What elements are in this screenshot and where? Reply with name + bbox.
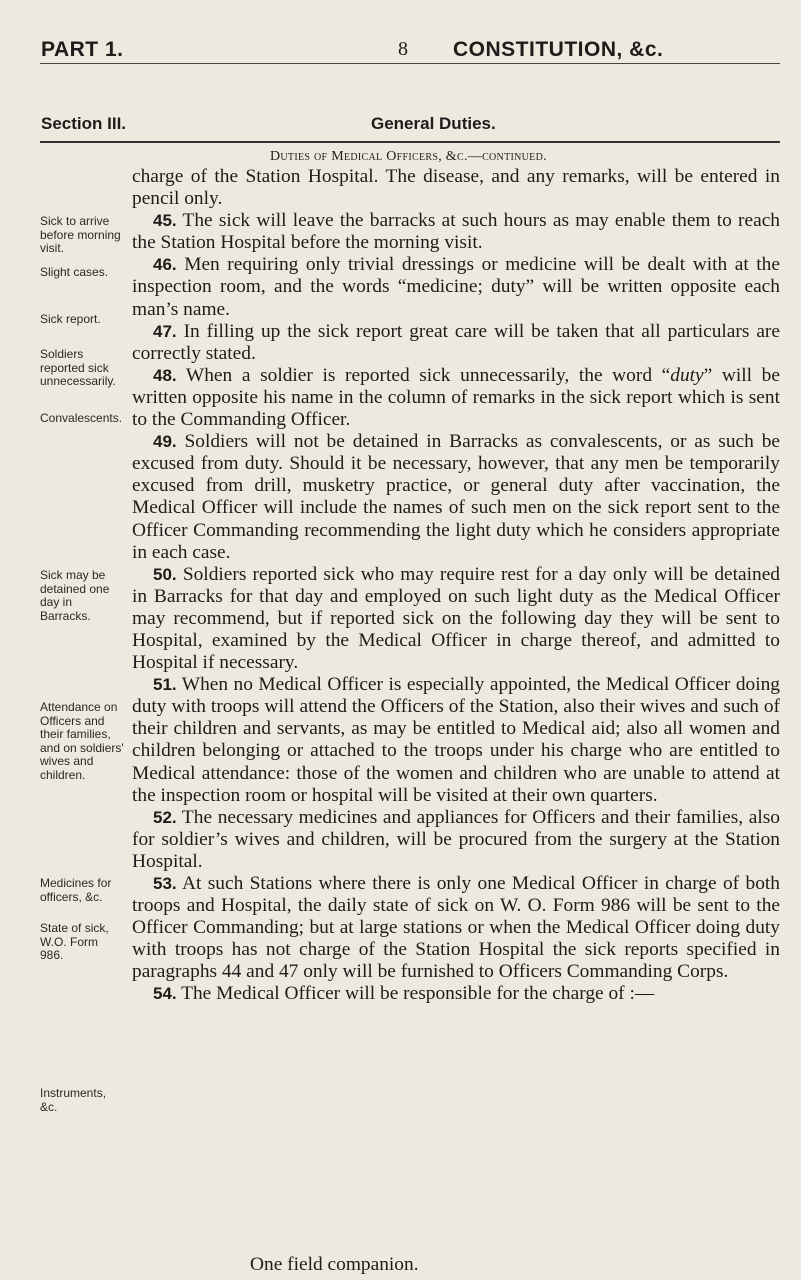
paragraph-50 [132, 564, 780, 674]
section-title: General Duties. [371, 114, 496, 133]
section-label: Section III. [41, 114, 127, 133]
paragraph-number: 53. [153, 874, 177, 893]
paragraph-text: Men requiring only trivial dressings or medicine will be dealt with at the inspection room, and the words “medicine; duty” will be written opposite each man’s name. [132, 254, 780, 320]
section-rule [40, 141, 780, 143]
paragraph-number: 49. [153, 432, 177, 452]
margin-note: Medicines for officers, &c. [40, 876, 112, 904]
running-head: Duties of Medical Officers, &c.—continued. [270, 149, 547, 164]
paragraph-text: The necessary medicines and appliances for Officers and their families, also for soldier’s wives and children, will be procured from the surgery at the Station Hospital. [132, 806, 780, 872]
part-label: PART 1. [41, 38, 124, 61]
paragraph-text: At such Stations where there is only one Medical Officer in charge of both troops and Hospital, the daily state of sick on W. O. Form 986 will be sent to the Officer Commanding; but at large stations or when the Medical Officer doing duty with troops has not charge of the Station Hospital the sick reports specified in paragraphs 44 and 47 only will be furnished to Officers Commanding Corps. [132, 873, 780, 983]
paragraph-52 [132, 807, 780, 873]
margin-note: Sick to arrive before morning visit. [40, 214, 121, 255]
paragraph-46 [132, 254, 780, 320]
paragraph-54 [132, 983, 780, 1005]
paragraph-text: Soldiers will not be detained in Barracks as convalescents, or as such be excused from duty. Should it be necessary, however, that any men be temporarily excused from drill, musketry practice, or general duty after vaccination, the Medical Officer will include the names of such men on the sick report sent to the Officer Commanding recommending the light duty which he considers appropriate in each case. [132, 431, 780, 563]
chapter-title: CONSTITUTION, &c. [453, 38, 664, 61]
paragraph-text: The Medical Officer will be responsible for the charge of :— [181, 983, 655, 1005]
paragraph-number: 51. [153, 675, 177, 695]
page-number: 8 [398, 38, 409, 60]
paragraph-number: 52. [153, 807, 177, 827]
margin-note: Slight cases. [40, 265, 109, 279]
paragraph [132, 166, 780, 210]
paragraph-number: 46. [153, 255, 177, 275]
paragraph-49 [132, 431, 780, 564]
margin-note: State of sick, W.O. Form 986. [40, 921, 109, 962]
paragraph-text: Soldiers reported sick who may require rest for a day only will be detained in Barracks for that day and employed on such light duty as the Medical Officer may recommend, but if reported sick on the following day they will be sent to Hospital, examined by the Medical Officer in charge thereof, and admitted to Hospital if necessary. [132, 563, 780, 674]
paragraph-number: 48. [153, 365, 177, 385]
paragraph-number: 54. [153, 984, 177, 1004]
closing-line: One field companion. [250, 1254, 419, 1275]
paragraph-text: When no Medical Officer is especially appointed, the Medical Officer doing duty with troops will attend the Officers of the Station, also their wives and such of their children and servants, as may be entitled to Medical aid; also all women and children belonging or attached to the troops under his charge who are entitled to Medical attendance: those of the women and children who are unable to attend at the inspection room or hospital will be visited at their own quarters. [132, 674, 781, 806]
paragraph-45 [132, 210, 780, 254]
paragraph-51 [132, 674, 780, 807]
margin-note: Sick may be detained one day in Barracks. [40, 568, 110, 623]
italic-duty: duty [670, 364, 704, 386]
paragraph-text-start: When a soldier is reported sick unnecessarily, the word “ [185, 364, 671, 386]
margin-note: Soldiers reported sick unnecessarily. [40, 347, 116, 388]
paragraph-47 [132, 321, 780, 365]
paragraph-53 [132, 873, 780, 983]
margin-note: Instruments, &c. [40, 1086, 107, 1114]
paragraph-number: 47. [153, 321, 177, 341]
margin-note: Attendance on Officers and their families, and on soldiers' wives and children. [40, 700, 124, 782]
paragraph-48 [132, 365, 780, 431]
margin-note: Convalescents. [40, 411, 123, 425]
paragraph-number: 45. [153, 211, 177, 231]
paragraph-text: ” will be written opposite his name in the column of remarks in the sick report which is sent to the Commanding Officer. [132, 364, 780, 431]
margin-note: Sick report. [40, 312, 101, 326]
paragraph-number: 50. [153, 564, 177, 584]
paragraph-text: charge of the Station Hospital. The disease, and any remarks, will be entered in pencil only. [132, 166, 780, 210]
header-rule [40, 63, 780, 64]
body-text [132, 166, 780, 1006]
paragraph-text: The sick will leave the barracks at such hours as may enable them to reach the Station Hospital before the morning visit. [132, 210, 780, 254]
paragraph-text: In filling up the sick report great care will be taken that all particulars are correctly stated. [132, 320, 780, 364]
